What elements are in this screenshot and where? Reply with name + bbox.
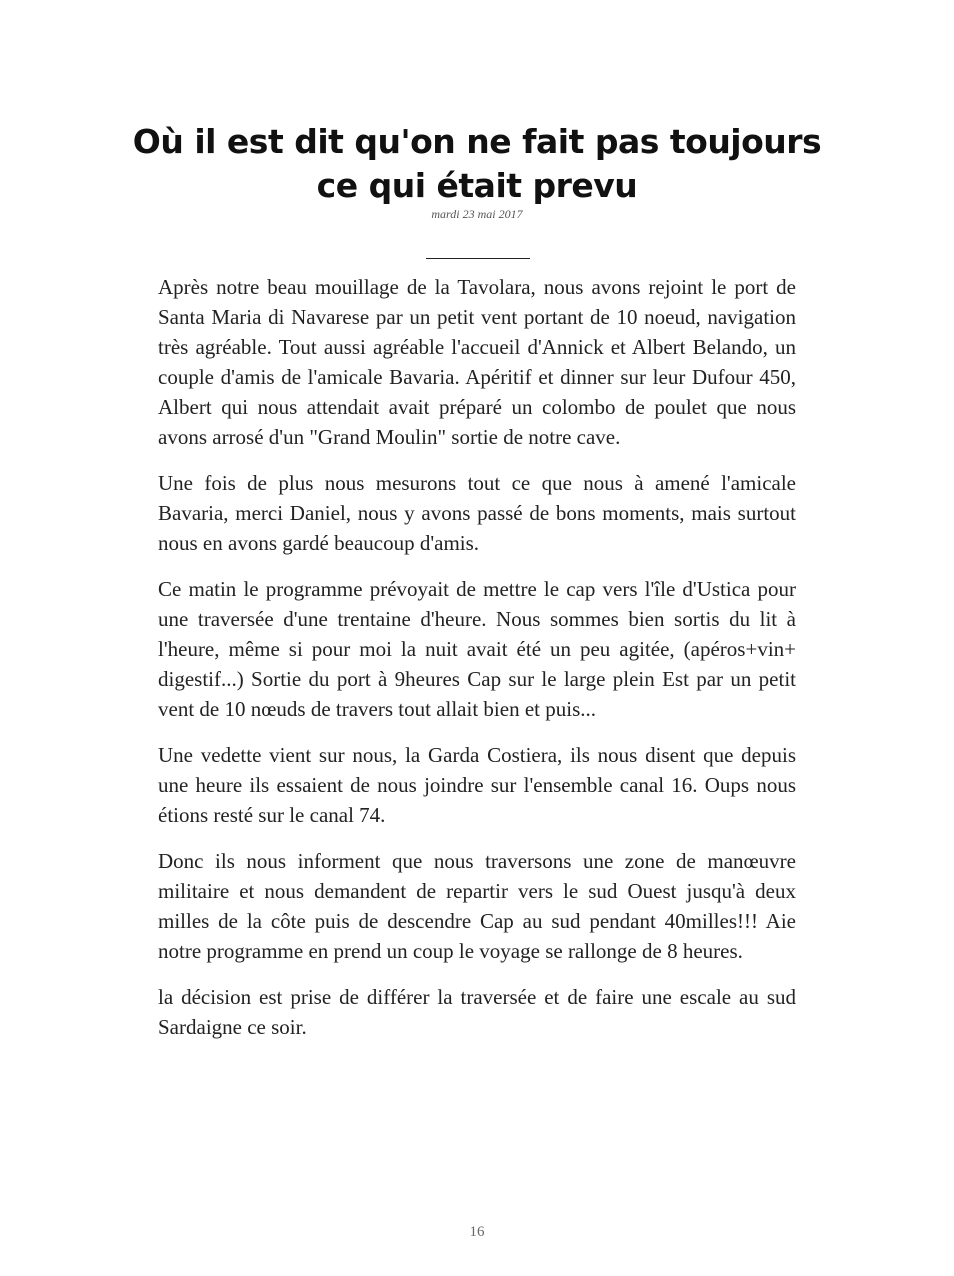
article-title-line-1: Où il est dit qu'on ne fait pas toujours <box>132 122 822 161</box>
paragraph-1: Après notre beau mouillage de la Tavolara, nous avons rejoint le port de Santa Maria di Navarese par un petit vent portant de 10 noeud, navigation très agréable. Tout aussi agréable l'accueil d'Annick et Albert Belando, un couple d'amis de l'amicale Bavaria. Apéritif et dinner sur leur Dufour 450, Albert qui nous attendait avait préparé un colombo de poulet que nous avons arrosé d'un "Grand Moulin" sortie de notre cave. <box>158 275 796 449</box>
article-body <box>158 272 796 1058</box>
paragraph-2: Une fois de plus nous mesurons tout ce que nous à amené l'amicale Bavaria, merci Daniel, nous y avons passé de bons moments, mais surtout nous en avons gardé beaucoup d'amis. <box>158 471 796 555</box>
article-title <box>100 120 854 208</box>
page-number: 16 <box>469 1224 485 1240</box>
paragraph-5: Donc ils nous informent que nous traversons une zone de manœuvre militaire et nous demandent de repartir vers le sud Ouest jusqu'à deux milles de la côte puis de descendre Cap au sud pendant 40milles!!! Aie notre programme en prend un coup le voyage se rallonge de 8 heures. <box>158 849 796 963</box>
article-title-line-2: ce qui était prevu <box>316 166 638 205</box>
title-separator <box>426 258 530 259</box>
article-date: mardi 23 mai 2017 <box>431 207 523 221</box>
paragraph-3: Ce matin le programme prévoyait de mettre le cap vers l'île d'Ustica pour une traversée d'une trentaine d'heure. Nous sommes bien sortis du lit à l'heure, même si pour moi la nuit avait été un peu agitée, (apéros+vin+ digestif...) Sortie du port à 9heures Cap sur le large plein Est par un petit vent de 10 nœuds de travers tout allait bien et puis... <box>158 577 796 721</box>
paragraph-6: la décision est prise de différer la traversée et de faire une escale au sud Sardaigne ce soir. <box>158 985 796 1039</box>
paragraph-4: Une vedette vient sur nous, la Garda Costiera, ils nous disent que depuis une heure ils essaient de nous joindre sur l'ensemble canal 16. Oups nous étions resté sur le canal 74. <box>158 743 796 827</box>
